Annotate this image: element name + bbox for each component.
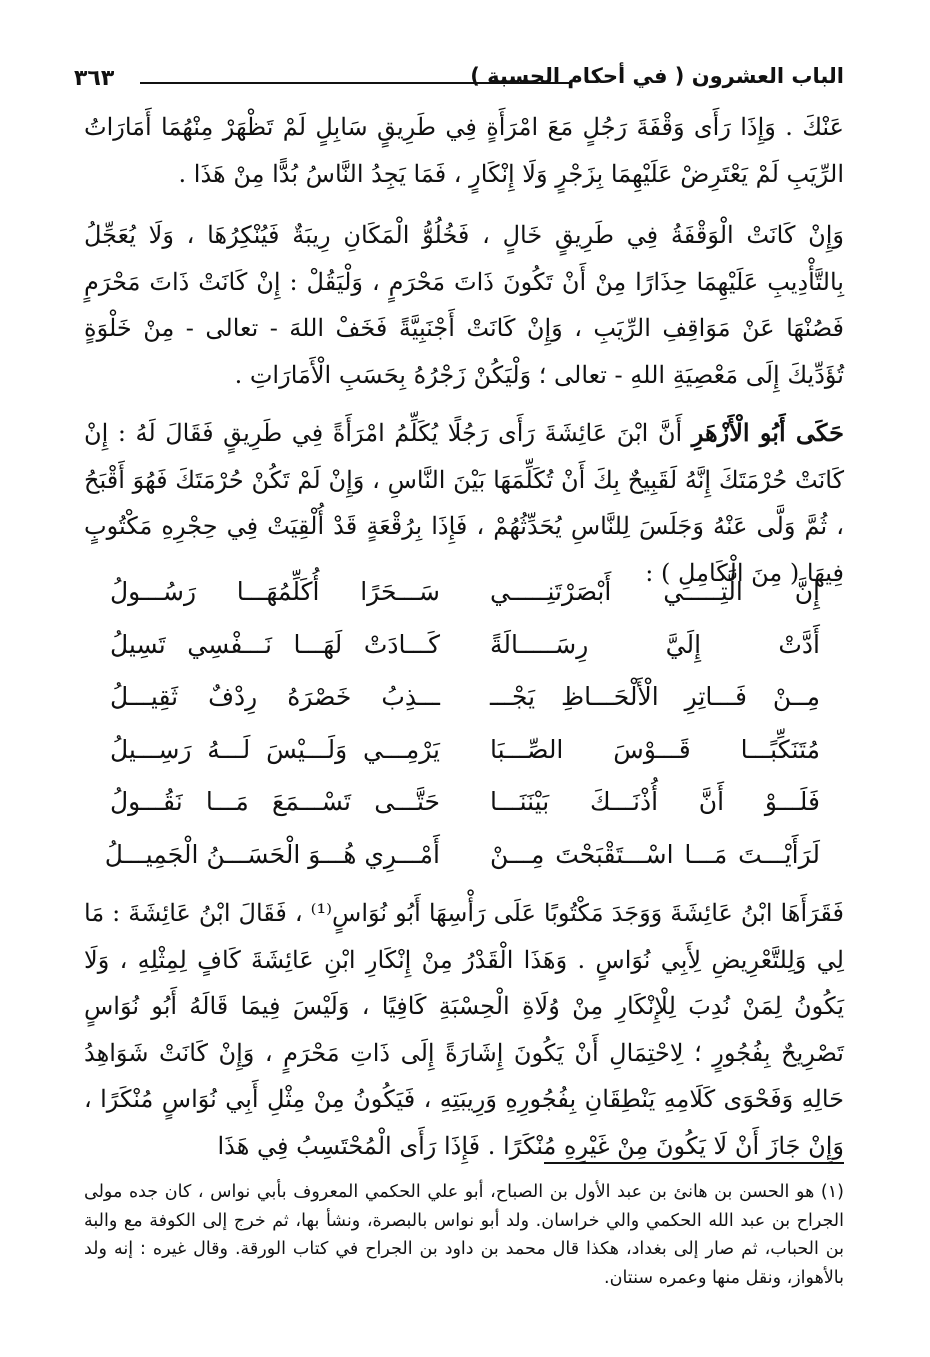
verse-first-hemistich: مُتَنَكِّبًـــا قَـــوْسَ الصِّـــبَا: [490, 734, 820, 764]
verse-first-hemistich: لَرَأَيْـــتَ مَـــا اسْـــتَقْبَحْتَ مِـــنْ: [490, 839, 820, 869]
verse-first-hemistich: أَدَّتْ إِلَيَّ رِسَـــــالَةً: [490, 629, 820, 659]
verse-second-hemistich: أَمْـــرِي هُـــوَ الْحَسَـــنُ الْجَمِيـــلُ: [104, 839, 440, 869]
verse-first-hemistich: فَلَـــوْ أَنَّ أُذْنَـــكَ بَيْنَنَـــا: [490, 787, 820, 816]
verse-second-hemistich: حَتَّـــى تَسْـــمَعَ مَـــا نَقُـــولُ: [110, 787, 440, 816]
verse-first-hemistich: إِنَّ الَّتِـــــي أَبْصَرْتَنِـــــي: [490, 577, 820, 606]
paragraph-2: وَإِنْ كَانَتْ الْوَقْفَةُ فِي طَرِيقٍ خَالٍ ، فَخُلُوُّ الْمَكَانِ رِيبَةٌ فَيُنْكِرُهَا ، وَلَا يُعَجِّلُ بِالتَّأْدِيبِ عَلَيْهِمَا حِذَارًا مِنْ أَنْ تَكُونَ ذَاتَ مَحْرَمٍ ، وَلْيَقُلْ : إِنْ كَانَتْ ذَاتَ مَحْرَمٍ فَصُنْهَا عَنْ مَوَاقِفِ الرِّيَبِ ، وَإِنْ كَانَتْ أَجْنَبِيَّةً فَخَفْ اللهَ - تعالى - مِنْ خَلْوَةٍ تُؤَدِّيكَ إِلَى مَعْصِيَةِ اللهِ - تعالى ؛ وَلْيَكُنْ زَجْرُهُ بِحَسَبِ الْأَمَارَاتِ .: [84, 221, 844, 389]
poem-verse: [110, 671, 820, 724]
paragraph-3-text: أَنَّ ابْنَ عَائِشَةَ رَأَى رَجُلًا يُكَلِّمُ امْرَأَةً فِي طَرِيقٍ فَقَالَ لَهُ : إِنْ كَانَتْ حُرْمَتَكَ إِنَّهُ لَقَبِيحٌ بِكَ أَنْ تُكَلِّمَهَا بَيْنَ النَّاسِ ، وَإِنْ لَمْ تَكُنْ حُرْمَتَكَ فَهُوَ أَقْبَحُ ، ثُمَّ وَلَّى عَنْهُ وَجَلَسَ لِلنَّاسِ يُحَدِّثُهُمْ ، فَإِذَا بِرُقْعَةٍ قَدْ أُلْقِيَتْ فِي حِجْرِهِ مَكْتُوبٍ فِيهَا ( مِنَ الْكَامِلِ ) :: [84, 419, 844, 587]
verse-second-hemistich: ـــذِبُ خَصْرَهُ رِدْفٌ ثَقِيـــلُ: [110, 682, 440, 711]
paragraph-4: فَقَرَأَهَا ابْنُ عَائِشَةَ وَوَجَدَ مَكْتُوبًا عَلَى رَأْسِهَا أَبُو نُوَاسٍ⁽¹⁾ ، فَقَالَ ابْنُ عَائِشَةَ : مَا لِي وَلِلتَّعْرِيضِ لِأَبِي نُوَاسٍ . وَهَذَا الْقَدْرُ مِنْ إِنْكَارِ ابْنِ عَائِشَةَ كَافٍ لِمِثْلِهِ ، وَلَا يَكُونُ لِمَنْ نُدِبَ لِلْإِنْكَارِ مِنْ وُلَاةِ الْحِسْبَةِ كَافِيًا ، وَلَيْسَ فِيمَا قَالَهُ أَبُو نُوَاسٍ تَصْرِيحٌ بِفُجُورٍ ؛ لِاحْتِمَالِ أَنْ يَكُونَ إِشَارَةً إِلَى ذَاتِ مَحْرَمٍ ، وَإِنْ كَانَتْ شَوَاهِدُ حَالِهِ وَفَحْوَى كَلَامِهِ يَنْطِقَانِ بِفُجُورِهِ وَرِيبَتِهِ ، فَيَكُونُ مِنْ مِثْلِ أَبِي نُوَاسٍ مُنْكَرًا ، وَإِنْ جَازَ أَنْ لَا يَكُونَ مِنْ غَيْرِهِ مُنْكَرًا . فَإِذَا رَأَى الْمُحْتَسِبُ فِي هَذَا: [84, 899, 844, 1160]
verse-second-hemistich: يَرْمِـــي وَلَـــيْسَ لَـــهُ رَسِـــيلُ: [110, 734, 440, 764]
footnote-rule: [544, 1162, 844, 1164]
footnote: (١) هو الحسن بن هانئ بن عبد الأول بن الصباح، أبو علي الحكمي المعروف بأبي نواس ، كان جده مولى الجراح بن عبد الله الحكمي والي خراسان. ولد أبو نواس بالبصرة، ونشأ بها، ثم خرج إلى الكوفة مع والبة بن الحباب، ثم صار إلى بغداد، هكذا قال محمد بن داود بن الجراح في كتاب الورقة. وقال غيره : إنه ولد بالأهواز، ونقل منها وعمره سنتان.: [84, 1182, 844, 1288]
paragraph-1: عَنْكَ . وَإِذَا رَأَى وَقْفَةَ رَجُلٍ مَعَ امْرَأَةٍ فِي طَرِيقٍ سَابِلٍ لَمْ تَظْهَرْ مِنْهُمَا أَمَارَاتُ الرِّيَبِ لَمْ يَعْتَرِضْ عَلَيْهِمَا بِزَجْرٍ وَلَا إِنْكَارٍ ، فَمَا يَجِدُ النَّاسُ بُدًّا مِنْ هَذَا .: [84, 113, 844, 188]
verse-second-hemistich: كَـــادَتْ لَهَـــا نَـــفْسِي تَسِيلُ: [110, 629, 440, 659]
paragraph-3-lead: حَكَى أَبُو الْأَزْهَرِ: [691, 418, 844, 447]
page-number: ٣٦٣: [74, 66, 115, 91]
chapter-title: الباب العشرون ( في أحكام الحسبة ): [470, 64, 844, 88]
verse-first-hemistich: مِــنْ فَـــاتِرِ الْأَلْحَـــاظِ يَجْـــ: [490, 682, 820, 711]
poem-verse: [110, 724, 820, 777]
poem-verse: [110, 566, 820, 619]
poem-verse: [104, 829, 820, 882]
poem-verse: [110, 619, 820, 672]
verse-second-hemistich: سَـــحَرًا أُكَلِّمُهَـــا رَسُـــولُ: [110, 577, 440, 606]
poem-verse: [110, 776, 820, 829]
page-header: [74, 62, 844, 98]
poem: [104, 566, 820, 881]
